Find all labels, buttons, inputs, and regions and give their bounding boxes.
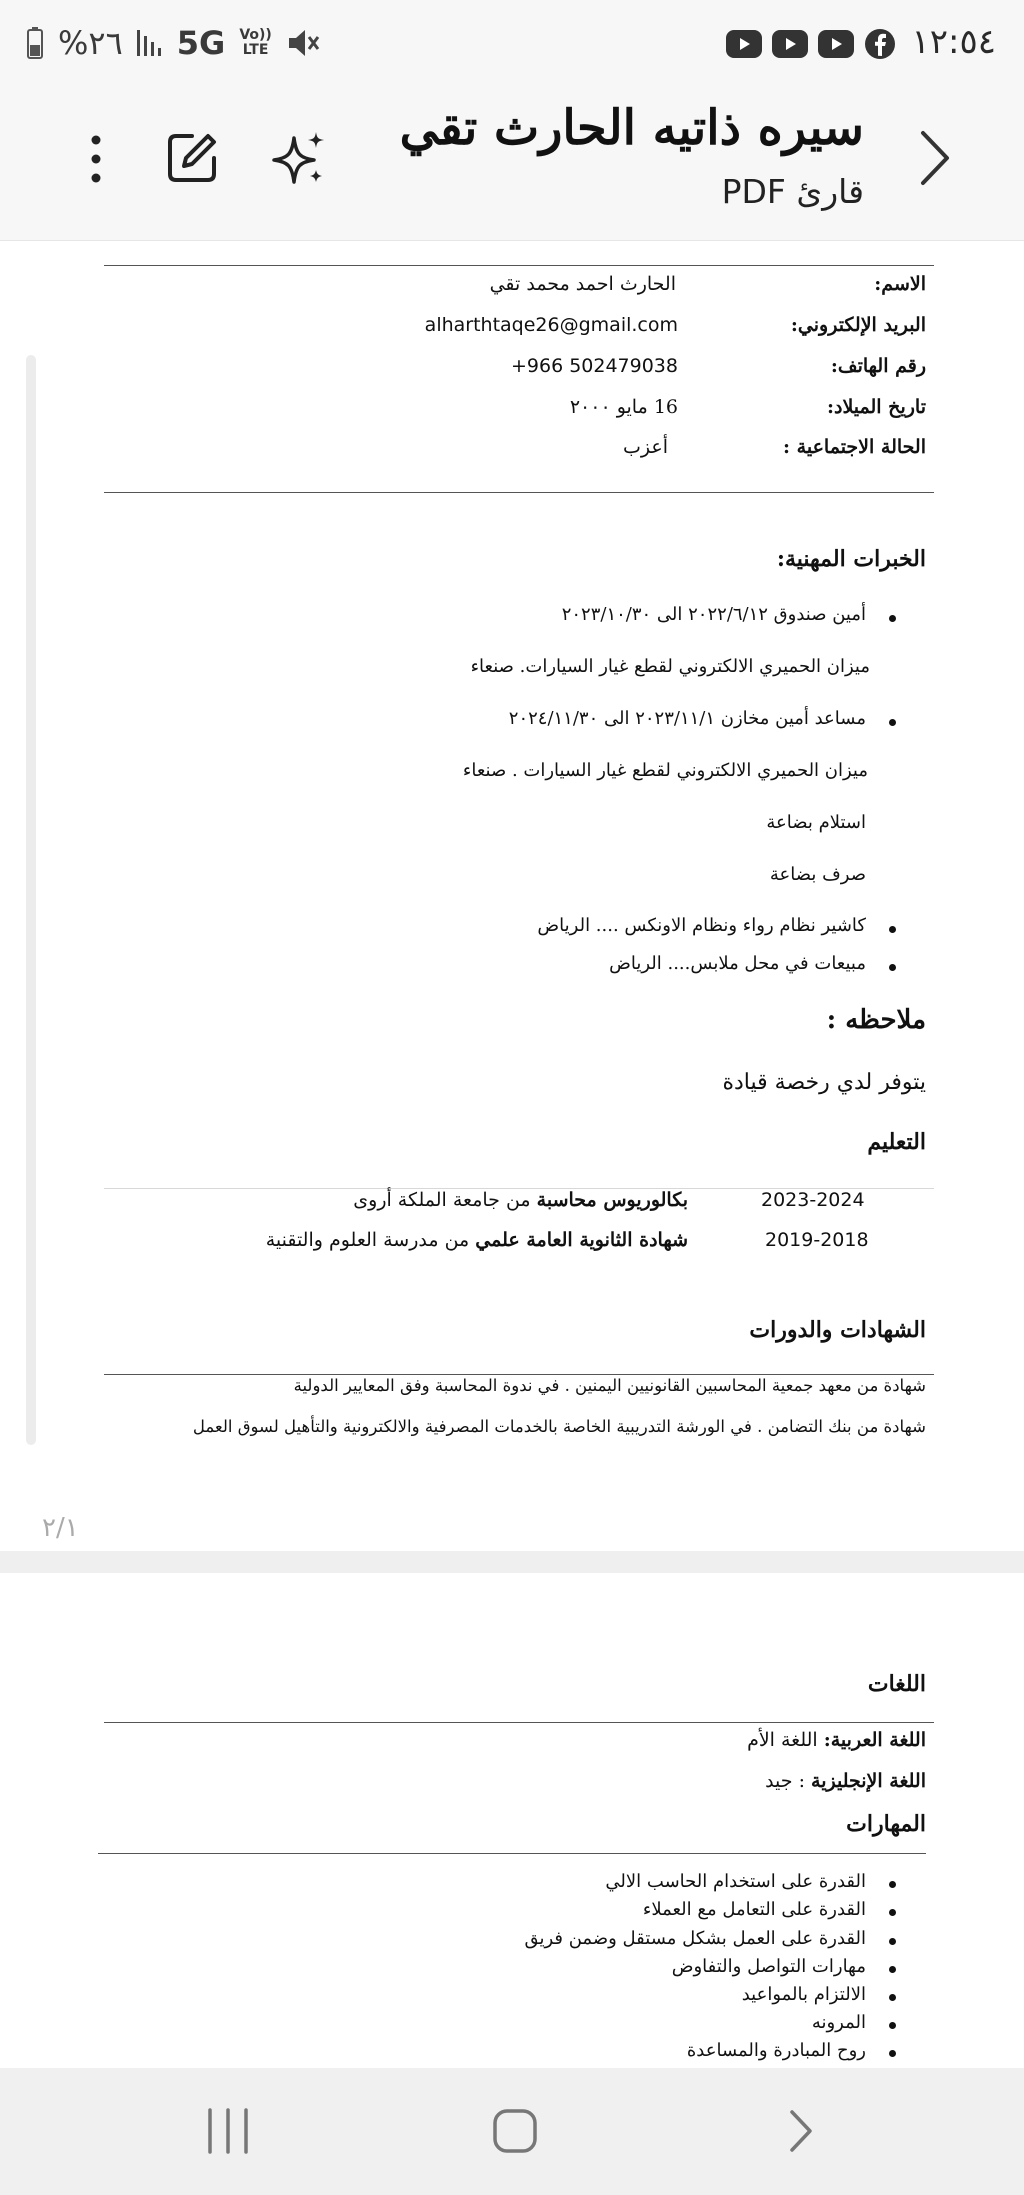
phone-label: رقم الهاتف: — [830, 355, 926, 377]
skill-item: الالتزام بالمواعيد — [741, 1984, 866, 2005]
chevron-right-icon — [788, 2108, 814, 2154]
education-heading: التعليم — [867, 1129, 926, 1155]
skill-item: القدرة على العمل بشكل مستقل وضمن فريق — [524, 1928, 866, 1949]
job2-task2: صرف بضاعة — [769, 864, 866, 885]
degree-institution: من جامعة الملكة أروى — [353, 1189, 537, 1211]
job2-title: مساعد أمين مخازن ٢٠٢٣/١١/١ الى ٢٠٢٤/١١/٣٠ — [508, 708, 866, 729]
clock: ١٢:٥٤ — [911, 22, 996, 62]
certificate-item: شهادة من معهد جمعية المحاسبين القانونيين اليمنين . في ندوة المحاسبة وفق المعايير الدولية — [293, 1376, 926, 1395]
sparkle-icon — [272, 128, 328, 188]
job3: كاشير نظام رواء ونظام الاونكس .... الرياض — [537, 915, 866, 936]
recent-apps-icon — [206, 2108, 250, 2154]
page-indicator: ٢/١ — [42, 1513, 79, 1543]
back-nav-button[interactable] — [788, 2108, 814, 2154]
network-type: 5G — [176, 24, 226, 62]
divider — [104, 1722, 934, 1723]
email-label: البريد الإلكتروني: — [790, 314, 926, 336]
certificates-heading: الشهادات والدورات — [749, 1317, 926, 1343]
degree-name: بكالوريوس محاسبة — [536, 1189, 688, 1211]
phone-value: +966 502479038 — [510, 355, 678, 377]
skill-item: القدرة على استخدام الحاسب الالي — [605, 1871, 866, 1892]
note-heading: ملاحظه : — [826, 1005, 926, 1035]
name-value: الحارث احمد محمد تقي — [489, 273, 676, 295]
skills-heading: المهارات — [846, 1811, 926, 1837]
skill-item: مهارات التواصل والتفاوض — [671, 1956, 866, 1977]
language-level: اللغة الأم — [747, 1729, 824, 1751]
more-options-button[interactable] — [88, 134, 104, 184]
job4: مبيعات في محل ملابس.... الرياض — [609, 953, 866, 974]
job2-task1: استلام بضاعة — [766, 812, 866, 833]
divider — [98, 1853, 926, 1854]
job1-company: ميزان الحميري الالكتروني لقطع غيار السيارات. صنعاء — [470, 656, 870, 677]
email-value: alharthtaqe26@gmail.com — [424, 314, 678, 336]
recent-apps-button[interactable] — [206, 2108, 250, 2154]
bullet — [889, 1909, 896, 1916]
language-arabic — [747, 1729, 926, 1751]
degree-name: شهادة الثانوية العامة علمي — [475, 1229, 688, 1251]
language-level: : جيد — [765, 1770, 812, 1792]
skill-item: المرونه — [811, 2012, 866, 2033]
education-years: 2019-2018 — [765, 1229, 869, 1251]
chevron-right-icon — [918, 128, 952, 188]
birthdate-value: 16 مايو ٢٠٠٠ — [569, 396, 678, 418]
marital-status-label: الحالة الاجتماعية : — [783, 436, 926, 458]
home-icon — [492, 2108, 538, 2154]
status-bar — [0, 0, 1024, 90]
language-label: اللغة العربية: — [823, 1729, 926, 1751]
volte-top: Vo)) — [239, 27, 272, 43]
ai-assist-button[interactable] — [272, 128, 328, 188]
divider — [104, 492, 934, 493]
divider — [104, 1374, 934, 1375]
scrollbar[interactable] — [26, 355, 36, 1445]
navigation-bar — [0, 2068, 1024, 2195]
bullet — [889, 2022, 896, 2029]
youtube-icon — [772, 30, 808, 58]
back-button[interactable] — [918, 128, 952, 188]
birthdate-label: تاريخ الميلاد: — [826, 396, 926, 418]
note-text: يتوفر لدي رخصة قيادة — [722, 1070, 926, 1095]
education-row — [353, 1189, 688, 1211]
edit-button[interactable] — [164, 130, 220, 186]
languages-heading: اللغات — [867, 1671, 926, 1697]
volte-bottom: LTE — [242, 42, 269, 58]
bullet — [889, 719, 896, 726]
app-bar — [0, 90, 1024, 241]
degree-institution: من مدرسة العلوم والتقنية — [265, 1229, 476, 1251]
document-title: سيره ذاتيه الحارث تقي — [399, 100, 864, 156]
app-subtitle: قارئ PDF — [721, 172, 864, 211]
more-vertical-icon — [88, 134, 104, 184]
language-english — [765, 1770, 926, 1792]
status-left — [26, 24, 320, 62]
battery-icon — [26, 27, 44, 59]
job2-company: ميزان الحميري الالكتروني لقطع غيار السيارات . صنعاء — [462, 760, 868, 781]
bullet — [889, 1881, 896, 1888]
bullet — [889, 1966, 896, 1973]
facebook-icon — [864, 28, 896, 60]
edit-icon — [164, 130, 220, 186]
divider — [104, 265, 934, 266]
education-years: 2023-2024 — [761, 1189, 865, 1211]
bullet — [889, 615, 896, 622]
volte-indicator — [239, 28, 271, 58]
skill-item: القدرة على التعامل مع العملاء — [642, 1899, 866, 1920]
battery-percent: %٢٦ — [58, 24, 123, 62]
youtube-icon — [726, 30, 762, 58]
youtube-icon — [818, 30, 854, 58]
page-gap — [0, 1551, 1024, 1573]
marital-status-value: أعزب — [623, 436, 668, 458]
notification-icons — [726, 28, 896, 60]
skill-item: روح المبادرة والمساعدة — [686, 2040, 866, 2061]
signal-icon — [137, 28, 163, 58]
certificate-item: شهادة من بنك التضامن . في الورشة التدريبية الخاصة بالخدمات المصرفية والالكترونية والتأهيل لسوق العمل — [192, 1417, 926, 1436]
name-label: الاسم: — [874, 273, 926, 295]
bullet — [889, 964, 896, 971]
bullet — [889, 1994, 896, 2001]
experience-heading: الخبرات المهنية: — [776, 546, 926, 572]
mute-icon — [286, 28, 320, 58]
education-row — [266, 1229, 688, 1251]
language-label: اللغة الإنجليزية — [811, 1770, 926, 1792]
bullet — [889, 926, 896, 933]
bullet — [889, 1938, 896, 1945]
job1-title: أمين صندوق ٢٠٢٢/٦/١٢ الى ٢٠٢٣/١٠/٣٠ — [561, 604, 866, 625]
bullet — [889, 2050, 896, 2057]
home-button[interactable] — [492, 2108, 538, 2154]
